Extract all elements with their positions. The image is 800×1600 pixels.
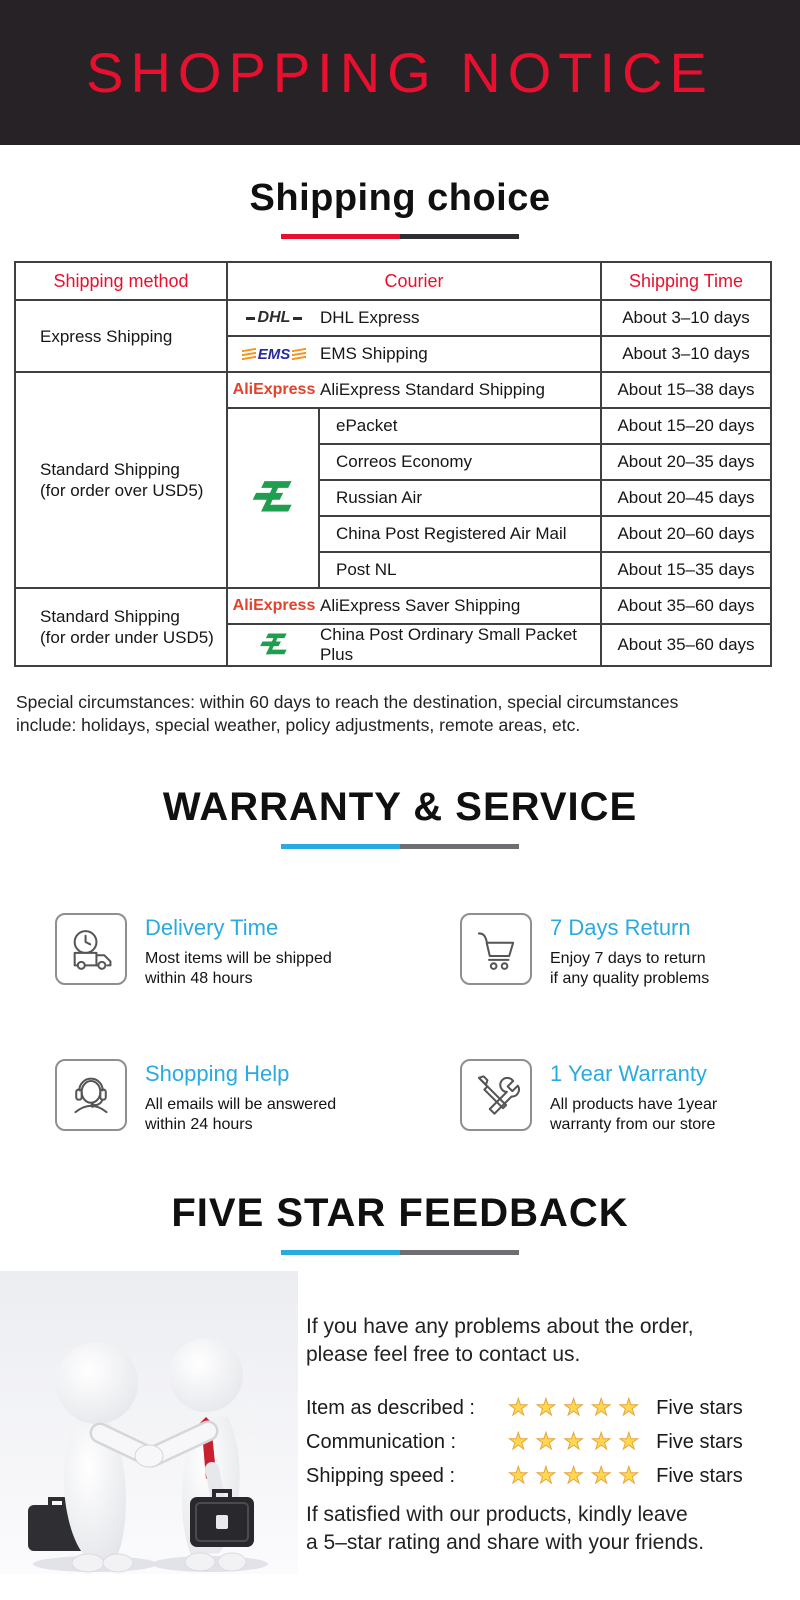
rating-label: Communication : <box>306 1430 457 1453</box>
shipping-time: About 15–20 days <box>601 408 771 444</box>
service-title: 7 Days Return <box>550 915 691 940</box>
warranty-title: WARRANTY & SERVICE <box>162 785 638 829</box>
service-shopping-help: Shopping Help All emails will be answered within 24 hours <box>55 1059 460 1135</box>
rating-suffix: Five stars <box>656 1430 743 1453</box>
service-delivery-time: Delivery Time Most items will be shipped within 48 hours <box>55 913 460 989</box>
service-1-year-warranty: 1 Year Warranty All products have 1year warranty from our store <box>460 1059 800 1135</box>
rating-row-communication <box>306 1425 792 1459</box>
table-row <box>15 300 771 336</box>
feedback-intro: If you have any problems about the order, please feel free to contact us. <box>306 1315 694 1366</box>
shipping-table <box>14 261 772 667</box>
shipping-time: About 15–38 days <box>601 372 771 408</box>
rating-row-shipping-speed <box>306 1459 792 1493</box>
banner-title: SHOPPING NOTICE <box>86 41 714 104</box>
china-post-logo <box>227 408 319 588</box>
warranty-section-header <box>0 785 800 849</box>
method-standard-over: Standard Shipping (for order over USD5) <box>15 372 227 588</box>
ratings-list <box>306 1391 792 1493</box>
shipping-time: About 3–10 days <box>601 300 771 336</box>
feedback-text-column <box>306 1271 792 1574</box>
truck-clock-icon <box>55 913 127 985</box>
feedback-title-underline <box>281 1250 519 1255</box>
five-star-icons: ★★★★★ <box>508 1428 647 1455</box>
aliexpress-logo: AliExpress <box>232 597 316 614</box>
shipping-time: About 35–60 days <box>601 588 771 624</box>
shipping-title-underline <box>281 234 519 239</box>
courier-name: AliExpress Standard Shipping <box>320 380 545 399</box>
table-header-row <box>15 262 771 300</box>
warranty-title-underline <box>281 844 519 849</box>
rating-suffix: Five stars <box>656 1396 743 1419</box>
five-star-icons: ★★★★★ <box>508 1394 647 1421</box>
service-title: Shopping Help <box>145 1061 290 1086</box>
courier-name: Russian Air <box>319 480 601 516</box>
courier-name: China Post Registered Air Mail <box>319 516 601 552</box>
courier-name: China Post Ordinary Small Packet Plus <box>320 625 577 664</box>
courier-name: EMS Shipping <box>320 344 428 363</box>
shopping-notice-banner <box>0 0 800 145</box>
rating-label: Item as described : <box>306 1396 475 1419</box>
feedback-outro: If satisfied with our products, kindly leave a 5–star rating and share with your friends. <box>306 1503 705 1554</box>
courier-name: DHL Express <box>320 308 420 327</box>
rating-label: Shipping speed : <box>306 1464 456 1487</box>
service-title: Delivery Time <box>145 915 279 940</box>
feedback-title: FIVE STAR FEEDBACK <box>171 1191 629 1235</box>
rating-suffix: Five stars <box>656 1464 743 1487</box>
headset-icon <box>55 1059 127 1131</box>
aliexpress-logo: AliExpress <box>232 381 316 398</box>
service-title: 1 Year Warranty <box>550 1061 707 1086</box>
courier-name: AliExpress Saver Shipping <box>320 596 521 615</box>
special-circumstances-note: Special circumstances: within 60 days to reach the destination, special circumstances include: holidays, special weather, policy adjustments, remote areas, etc. <box>16 692 679 735</box>
handshake-figures-image <box>0 1271 298 1574</box>
shipping-choice-section-header <box>0 177 800 239</box>
rating-row-item-as-described <box>306 1391 792 1425</box>
china-post-logo <box>228 630 320 660</box>
services-grid <box>0 913 800 1135</box>
cart-icon <box>460 913 532 985</box>
service-7-days-return: 7 Days Return Enjoy 7 days to return if any quality problems <box>460 913 800 989</box>
shipping-choice-title: Shipping choice <box>249 177 551 219</box>
ems-logo: EMS <box>228 346 320 363</box>
dhl-logo: DHL <box>228 309 320 327</box>
method-standard-under: Standard Shipping (for order under USD5) <box>15 588 227 666</box>
tools-icon <box>460 1059 532 1131</box>
shipping-time: About 35–60 days <box>601 624 771 666</box>
table-row <box>15 372 771 408</box>
feedback-section-header <box>0 1191 800 1255</box>
shipping-time: About 20–60 days <box>601 516 771 552</box>
table-row <box>15 588 771 624</box>
courier-name: Correos Economy <box>319 444 601 480</box>
courier-name: ePacket <box>319 408 601 444</box>
shipping-time: About 20–35 days <box>601 444 771 480</box>
shipping-time: About 20–45 days <box>601 480 771 516</box>
courier-name: Post NL <box>319 552 601 588</box>
header-shipping-method: Shipping method <box>15 262 227 300</box>
five-star-icons: ★★★★★ <box>508 1462 647 1489</box>
header-courier: Courier <box>227 262 601 300</box>
feedback-section <box>0 1271 800 1574</box>
header-shipping-time: Shipping Time <box>601 262 771 300</box>
shipping-time: About 15–35 days <box>601 552 771 588</box>
shipping-time: About 3–10 days <box>601 336 771 372</box>
method-express: Express Shipping <box>15 300 227 372</box>
